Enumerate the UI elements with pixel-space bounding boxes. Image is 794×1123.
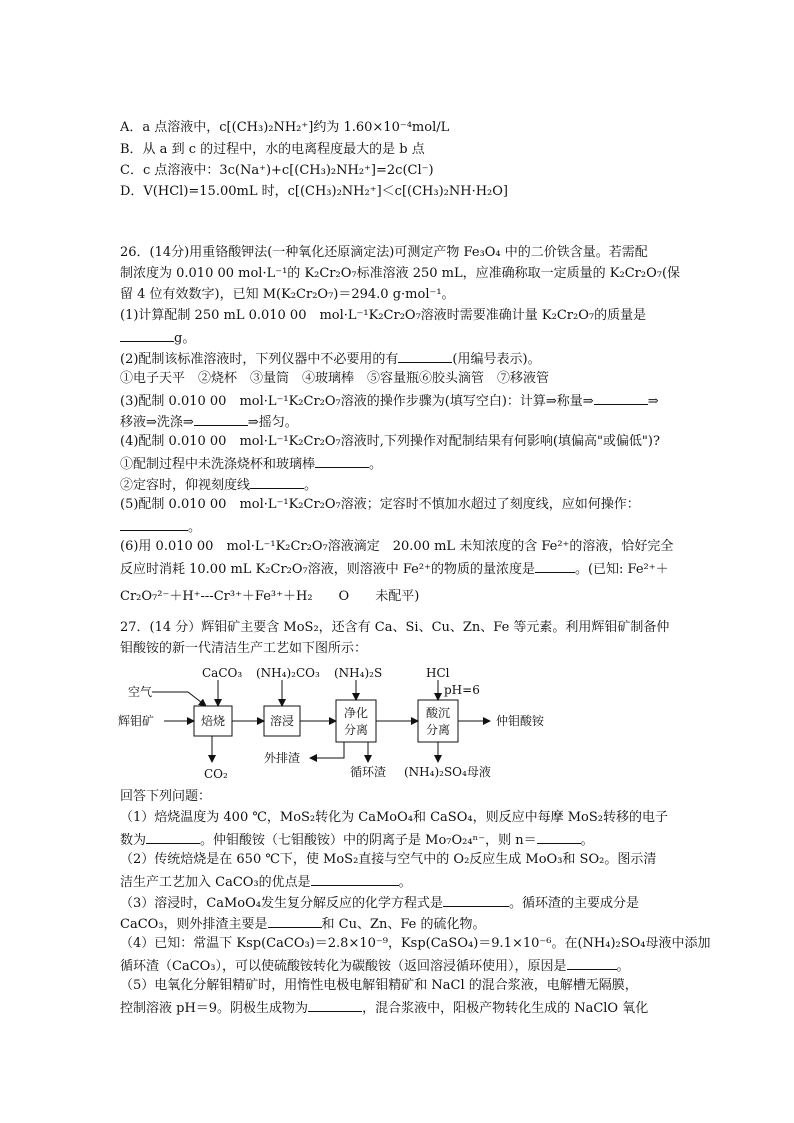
q27-sub2-line2: 洁生产工艺加入 CaCO₃的优点是 。 bbox=[120, 875, 412, 890]
q26-part2: (2)配制该标准溶液时，下列仪器中不必要用的有 (用编号表示)。 bbox=[120, 352, 541, 367]
recycle-residue-label: 循环渣 bbox=[350, 765, 387, 779]
q27-intro-line1: 27．(14 分）辉钼矿主要含 MoS₂，还含有 Ca、Si、Cu、Zn、Fe 等元素。利用辉钼矿制备仲 bbox=[120, 620, 670, 635]
q27-sub2-line1: （2）传统焙烧是在 650 ℃下，使 MoS₂直接与空气中的 O₂反应生成 MoO₃和 SO₂。图示清 bbox=[120, 852, 657, 867]
q27-sub3-line1: （3）溶浸时，CaMoO₄发生复分解反应的化学方程式是 。循环渣的主要成分是 bbox=[120, 896, 639, 911]
answer-blank[interactable] bbox=[594, 392, 648, 405]
product-label: 仲钼酸铵 bbox=[496, 714, 545, 728]
waste-residue-label: 外排渣 bbox=[264, 751, 301, 765]
q27-intro-line2: 钼酸铵的新一代清洁生产工艺如下图所示： bbox=[120, 641, 368, 656]
q27-sub1-line1: （1）焙烧温度为 400 ℃，MoS₂转化为 CaMoO₄和 CaSO₄，则反应中每摩 MoS₂转移的电子 bbox=[120, 810, 668, 825]
option-d: D．V(HCl)=15.00mL 时，c[(CH₃)₂NH₂⁺]＜c[(CH₃)₂NH·H₂O] bbox=[120, 184, 508, 199]
separate-label-2: 分离 bbox=[426, 723, 451, 737]
option-a: A．a 点溶液中，c[(CH₃)₂NH₂⁺]约为 1.60×10⁻⁴mol/L bbox=[120, 120, 450, 135]
answer-blank[interactable] bbox=[535, 560, 575, 573]
answer-blank[interactable] bbox=[311, 873, 399, 886]
answer-blank[interactable] bbox=[120, 518, 188, 531]
q26-instrument-list: ①电子天平 ②烧杯 ③量筒 ④玻璃棒 ⑤容量瓶⑥胶头滴管 ⑦移液管 bbox=[120, 371, 550, 386]
answer-blank[interactable] bbox=[194, 413, 248, 426]
q26-intro-line3: 留 4 位有效数字)，已知 M(K₂Cr₂O₇)＝294.0 g·mol⁻¹。 bbox=[120, 287, 455, 302]
answer-blank[interactable] bbox=[443, 894, 509, 907]
q26-part1: (1)计算配制 250 mL 0.010 00 mol·L⁻¹K₂Cr₂O₇溶液时需要准确计量 K₂Cr₂O₇的质量是 bbox=[120, 308, 647, 323]
purify-label: 净化 bbox=[344, 706, 369, 720]
q26-intro-line2: 制浓度为 0.010 00 mol·L⁻¹的 K₂Cr₂O₇标准溶液 250 mL，应准确称取一定质量的 K₂Cr₂O₇(保 bbox=[120, 266, 681, 281]
q26-part4-a: ①配制过程中未洗涤烧杯和玻璃棒 。 bbox=[120, 457, 383, 472]
q26-part4-b: ②定容时，仰视刻度线 。 bbox=[120, 478, 318, 493]
answer-blank[interactable] bbox=[308, 999, 362, 1012]
mother-liquor-label: (NH₄)₂SO₄母液 bbox=[404, 765, 491, 779]
q26-part1-answer: g。 bbox=[120, 329, 680, 347]
ph-label: pH=6 bbox=[444, 683, 480, 697]
answer-blank[interactable] bbox=[120, 329, 174, 342]
answer-blank[interactable] bbox=[567, 957, 617, 970]
q26-part5-answer: 。 bbox=[120, 518, 680, 536]
air-label: 空气 bbox=[128, 685, 153, 699]
answer-blank[interactable] bbox=[398, 350, 452, 363]
separate-label: 分离 bbox=[344, 723, 369, 737]
option-b: B．从 a 到 c 的过程中，水的电离程度最大的是 b 点 bbox=[120, 142, 425, 157]
co2-label: CO₂ bbox=[204, 767, 228, 781]
q27-sub4-line1: （4）已知：常温下 Ksp(CaCO₃)＝2.8×10⁻⁹，Ksp(CaSO₄)＝9.1×10⁻⁶。在(NH₄)₂SO₄母液中添加 bbox=[120, 936, 711, 951]
answer-blank[interactable] bbox=[268, 915, 322, 928]
ammonium-carbonate-label: (NH₄)₂CO₃ bbox=[256, 666, 320, 680]
leaching-label: 溶浸 bbox=[270, 714, 295, 728]
q26-part4: (4)配制 0.010 00 mol·L⁻¹K₂Cr₂O₇溶液时,下列操作对配制结果有何影响(填偏高"或偏低")? bbox=[120, 434, 660, 449]
roasting-label: 焙烧 bbox=[201, 714, 226, 728]
caco3-label: CaCO₃ bbox=[202, 666, 243, 680]
ammonium-sulfide-label: (NH₄)₂S bbox=[334, 666, 383, 680]
input-ore-label: 辉钼矿 bbox=[118, 714, 155, 728]
answer-blank[interactable] bbox=[146, 831, 200, 844]
q27-answer-prompt: 回答下列问题： bbox=[120, 789, 212, 804]
q26-part6-line3: Cr₂O₇²⁻＋H⁺---Cr³⁺＋Fe³⁺＋H₂ O 未配平) bbox=[120, 589, 420, 604]
q26-part5: (5)配制 0.010 00 mol·L⁻¹K₂Cr₂O₇溶液；定容时不慎加水超过了刻度线，应如何操作： bbox=[120, 497, 640, 512]
q27-sub3-line2: CaCO₃，则外排渣主要是 和 Cu、Zn、Fe 的硫化物。 bbox=[120, 917, 486, 932]
hcl-label: HCl bbox=[426, 666, 450, 680]
process-flow-diagram bbox=[118, 662, 678, 784]
answer-blank[interactable] bbox=[315, 455, 369, 468]
answer-blank[interactable] bbox=[250, 476, 304, 489]
q26-part3-line1: (3)配制 0.010 00 mol·L⁻¹K₂Cr₂O₇溶液的操作步骤为(填写空白)：计算⇒称量⇒ ⇒ bbox=[120, 394, 659, 409]
q27-sub1-line2: 数为 。仲钼酸铵（七钼酸铵）中的阴离子是 Mo₇O₂₄ⁿ⁻，则 n＝ 。 bbox=[120, 833, 594, 848]
q27-sub5-line1: （5）电氧化分解钼精矿时，用惰性电极电解钼精矿和 NaCl 的混合浆液，电解槽无隔膜， bbox=[120, 978, 638, 993]
option-c: C．c 点溶液中：3c(Na⁺)+c[(CH₃)₂NH₂⁺]=2c(Cl⁻) bbox=[120, 163, 434, 178]
answer-blank[interactable] bbox=[537, 831, 581, 844]
q26-intro-line1: 26．(14分)用重铬酸钾法(一种氧化还原滴定法)可测定产物 Fe₃O₄ 中的二价铁含量。若需配 bbox=[120, 245, 648, 260]
q26-part3-line2: 移液⇒洗涤⇒ ⇒摇匀。 bbox=[120, 415, 298, 430]
q26-part6-line1: (6)用 0.010 00 mol·L⁻¹K₂Cr₂O₇溶液滴定 20.00 mL 未知浓度的含 Fe²⁺的溶液，恰好完全 bbox=[120, 539, 674, 554]
acid-precip-label: 酸沉 bbox=[426, 706, 451, 720]
q26-part6-line2: 反应时消耗 10.00 mL K₂Cr₂O₇溶液，则溶液中 Fe²⁺的物质的量浓度是 。(已知: Fe²⁺＋ bbox=[120, 562, 669, 577]
q27-sub5-line2: 控制溶液 pH＝9。阴极生成物为 ，混合浆液中，阳极产物转化生成的 NaClO 氧化 bbox=[120, 1001, 649, 1016]
q27-sub4-line2: 循环渣（CaCO₃），可以使硫酸铵转化为碳酸铵（返回溶浸循环使用），原因是 。 bbox=[120, 959, 630, 974]
